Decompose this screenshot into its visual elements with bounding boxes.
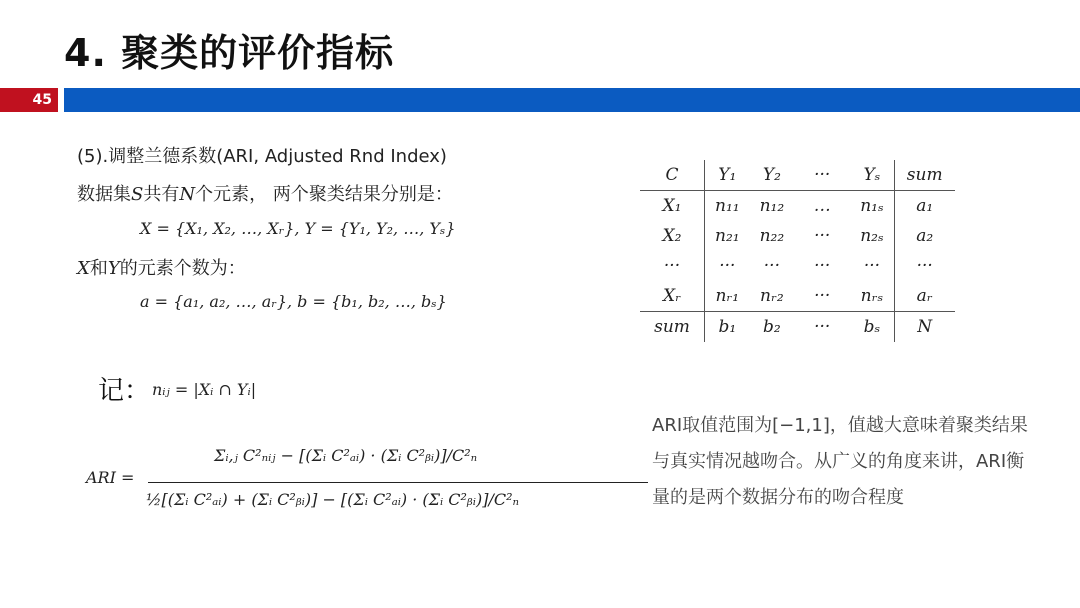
notation-label: 记： — [98, 376, 151, 406]
dataset-text-post: 个元素， 两个聚类结果分别是： — [195, 184, 453, 205]
table-cell: n₂₂ — [759, 226, 785, 246]
table-cell: n₁₁ — [715, 196, 740, 216]
table-cell: aᵣ — [894, 281, 955, 312]
element-count-text: 的元素个数为： — [119, 258, 246, 279]
ari-formula-numerator: Σᵢ,ⱼ C²ₙᵢⱼ − [(Σᵢ C²ₐᵢ) · (Σᵢ C²ᵦᵢ)]/C²ₙ — [214, 446, 478, 465]
table-cell: ··· — [894, 251, 955, 281]
table-header-cell: Y₁ — [705, 160, 750, 191]
table-cell: b₂ — [763, 317, 781, 337]
ari-range-note: ARI取值范围为[−1,1]，值越大意味着聚类结果与真实情况越吻合。从广义的角度来讲，ARI衡量的是两个数据分布的吻合程度 — [652, 415, 1028, 508]
table-cell: n₂ₛ — [860, 226, 884, 246]
table-cell: n₁ₛ — [860, 196, 884, 216]
ari-formula-denominator: ½[(Σᵢ C²ₐᵢ) + (Σᵢ C²ᵦᵢ)] − [(Σᵢ C²ₐᵢ) · (Σᵢ C²ᵦᵢ)]/C²ₙ — [146, 490, 519, 509]
dataset-description — [77, 180, 453, 206]
slide-title: 4. 聚类的评价指标 — [64, 31, 395, 75]
table-cell: … — [813, 196, 831, 216]
table-cell: X₂ — [640, 221, 705, 251]
dataset-text-pre: 数据集 — [77, 184, 131, 205]
nij-definition: nᵢⱼ = |Xᵢ ∩ Yᵢ| — [152, 380, 257, 399]
contingency-table — [640, 160, 955, 342]
table-cell: X₁ — [640, 191, 705, 222]
table-header-cell: sum — [894, 160, 955, 191]
table-row — [640, 281, 955, 312]
table-cell: n₂₁ — [715, 226, 740, 246]
table-row — [640, 221, 955, 251]
table-header-cell: ··· — [794, 160, 850, 191]
table-cell: sum — [640, 312, 705, 343]
cluster-sizes-equation: a = {a₁, a₂, …, aᵣ}, b = {b₁, b₂, …, bₛ} — [140, 292, 447, 311]
clustering-sets-equation: X = {X₁, X₂, …, Xᵣ}, Y = {Y₁, Y₂, …, Yₛ} — [140, 219, 456, 238]
table-header-row — [640, 160, 955, 191]
table-cell: a₁ — [894, 191, 955, 222]
symbol-Y: Y — [107, 258, 120, 279]
dataset-symbol-S: S — [131, 184, 144, 205]
table-sum-row — [640, 312, 955, 343]
table-cell: a₂ — [894, 221, 955, 251]
text-and: 和 — [89, 258, 108, 279]
table-header-cell: Yₛ — [850, 160, 894, 191]
table-header-cell: Y₂ — [750, 160, 795, 191]
table-cell: N — [894, 312, 955, 343]
table-cell: ··· — [814, 256, 831, 276]
table-header-cell: C — [640, 160, 705, 191]
header-divider-bar — [64, 88, 1080, 112]
table-cell: nᵣ₂ — [750, 281, 795, 312]
symbol-X: X — [77, 258, 90, 279]
table-cell: ··· — [814, 317, 831, 337]
table-cell: ··· — [814, 226, 831, 246]
table-cell: ··· — [719, 256, 736, 276]
page-number-badge: 45 — [0, 88, 58, 112]
dataset-symbol-N: N — [179, 184, 196, 205]
table-cell: n₁₂ — [759, 196, 785, 216]
table-cell: ··· — [763, 256, 780, 276]
table-row — [640, 191, 955, 222]
table-cell: nᵣₛ — [850, 281, 894, 312]
ari-heading: (5).调整兰德系数(ARI, Adjusted Rnd Index) — [77, 146, 447, 167]
table-cell: ··· — [640, 251, 705, 281]
table-cell: bₛ — [863, 317, 881, 337]
element-count-description — [77, 254, 246, 280]
table-cell: ··· — [794, 281, 850, 312]
table-cell: nᵣ₁ — [705, 281, 750, 312]
ari-formula-lhs: ARI = — [86, 468, 135, 487]
table-cell: ··· — [863, 256, 881, 276]
table-cell: b₁ — [718, 317, 737, 337]
table-row — [640, 251, 955, 281]
table-cell: Xᵣ — [640, 281, 705, 312]
fraction-bar — [148, 482, 648, 483]
dataset-text-mid: 共有 — [143, 184, 180, 205]
